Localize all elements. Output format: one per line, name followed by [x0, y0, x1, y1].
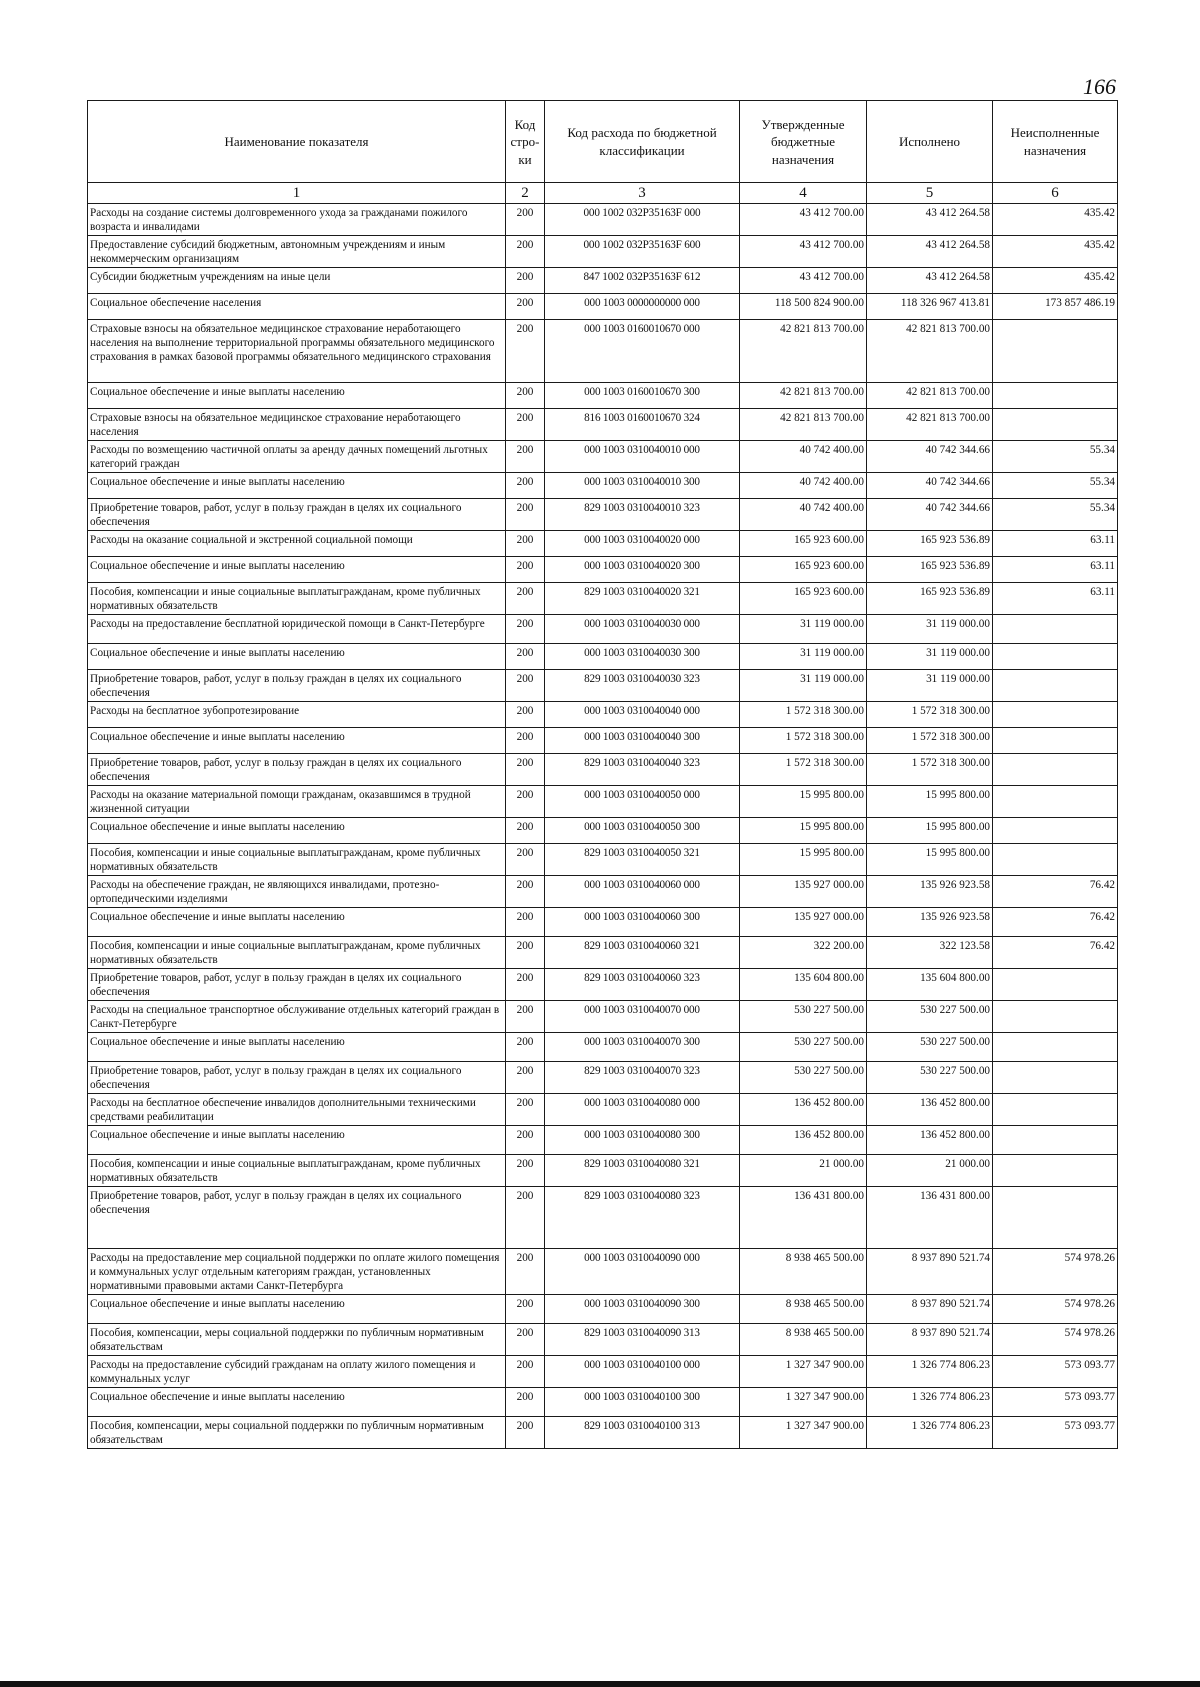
unexecuted-amount [993, 843, 1118, 875]
unexecuted-amount: 76.42 [993, 907, 1118, 936]
expense-code: 829 1003 0310040060 323 [545, 968, 740, 1000]
table-row [88, 472, 1118, 498]
expense-code: 000 1003 0310040040 300 [545, 727, 740, 753]
line-code: 200 [506, 408, 545, 440]
table-row [88, 1032, 1118, 1061]
approved-amount: 43 412 700.00 [740, 235, 867, 267]
expense-code: 000 1002 032P35163F 600 [545, 235, 740, 267]
line-code: 200 [506, 582, 545, 614]
executed-amount: 530 227 500.00 [867, 1032, 993, 1061]
line-code: 200 [506, 817, 545, 843]
line-code: 200 [506, 1416, 545, 1448]
indicator-name: Пособия, компенсации и иные социальные выплатыгражданам, кроме публичных нормативных обязательств [88, 582, 506, 614]
expense-code: 000 1003 0310040010 300 [545, 472, 740, 498]
executed-amount: 1 326 774 806.23 [867, 1387, 993, 1416]
unexecuted-amount: 76.42 [993, 936, 1118, 968]
indicator-name: Пособия, компенсации и иные социальные выплатыгражданам, кроме публичных нормативных обязательств [88, 936, 506, 968]
table-row [88, 1125, 1118, 1154]
unexecuted-amount: 55.34 [993, 498, 1118, 530]
approved-amount: 1 327 347 900.00 [740, 1387, 867, 1416]
table-row [88, 817, 1118, 843]
unexecuted-amount: 63.11 [993, 556, 1118, 582]
executed-amount: 15 995 800.00 [867, 817, 993, 843]
executed-amount: 165 923 536.89 [867, 556, 993, 582]
unexecuted-amount [993, 408, 1118, 440]
table-row [88, 1186, 1118, 1248]
approved-amount: 40 742 400.00 [740, 440, 867, 472]
indicator-name: Приобретение товаров, работ, услуг в пользу граждан в целях их социального обеспечения [88, 669, 506, 701]
expense-code: 000 1003 0310040020 300 [545, 556, 740, 582]
line-code: 200 [506, 1186, 545, 1248]
line-code: 200 [506, 753, 545, 785]
executed-amount: 136 452 800.00 [867, 1125, 993, 1154]
expense-code: 000 1003 0000000000 000 [545, 293, 740, 319]
indicator-name: Предоставление субсидий бюджетным, автономным учреждениям и иным некоммерческим организациям [88, 235, 506, 267]
indicator-name: Расходы на предоставление субсидий гражданам на оплату жилого помещения и коммунальных услуг [88, 1355, 506, 1387]
table-row [88, 1323, 1118, 1355]
indicator-name: Пособия, компенсации, меры социальной поддержки по публичным нормативным обязательствам [88, 1323, 506, 1355]
approved-amount: 21 000.00 [740, 1154, 867, 1186]
unexecuted-amount: 55.34 [993, 472, 1118, 498]
approved-amount: 165 923 600.00 [740, 530, 867, 556]
indicator-name: Расходы на предоставление мер социальной поддержки по оплате жилого помещения и коммунальных услуг отдельным категориям граждан, установленных нормативными правовыми актами Санкт-Петербурга [88, 1248, 506, 1294]
table-row [88, 530, 1118, 556]
line-code: 200 [506, 556, 545, 582]
table-row [88, 1355, 1118, 1387]
executed-amount: 40 742 344.66 [867, 472, 993, 498]
table-row [88, 1387, 1118, 1416]
indicator-name: Расходы на оказание социальной и экстренной социальной помощи [88, 530, 506, 556]
executed-amount: 31 119 000.00 [867, 643, 993, 669]
executed-amount: 42 821 813 700.00 [867, 408, 993, 440]
indicator-name: Социальное обеспечение и иные выплаты населению [88, 556, 506, 582]
column-number: 5 [867, 183, 993, 204]
executed-amount: 136 431 800.00 [867, 1186, 993, 1248]
unexecuted-amount: 63.11 [993, 582, 1118, 614]
table-row [88, 382, 1118, 408]
table-row [88, 1061, 1118, 1093]
table-row [88, 1000, 1118, 1032]
indicator-name: Социальное обеспечение и иные выплаты населению [88, 1387, 506, 1416]
table-row [88, 203, 1118, 235]
line-code: 200 [506, 1294, 545, 1323]
table-row [88, 408, 1118, 440]
line-code: 200 [506, 785, 545, 817]
approved-amount: 1 327 347 900.00 [740, 1355, 867, 1387]
table-row [88, 319, 1118, 382]
unexecuted-amount: 574 978.26 [993, 1323, 1118, 1355]
expense-code: 000 1003 0310040090 300 [545, 1294, 740, 1323]
line-code: 200 [506, 293, 545, 319]
approved-amount: 530 227 500.00 [740, 1000, 867, 1032]
executed-amount: 135 926 923.58 [867, 875, 993, 907]
approved-amount: 136 452 800.00 [740, 1125, 867, 1154]
unexecuted-amount [993, 1061, 1118, 1093]
table-row [88, 235, 1118, 267]
table-row [88, 1416, 1118, 1448]
line-code: 200 [506, 319, 545, 382]
line-code: 200 [506, 1000, 545, 1032]
indicator-name: Страховые взносы на обязательное медицинское страхование неработающего населения на выполнение территориальной программы обязательного медицинского страхования в рамках базовой программы обязательного медицинского страхования [88, 319, 506, 382]
executed-amount: 165 923 536.89 [867, 530, 993, 556]
approved-amount: 1 327 347 900.00 [740, 1416, 867, 1448]
column-number: 2 [506, 183, 545, 204]
approved-amount: 40 742 400.00 [740, 472, 867, 498]
table-row [88, 785, 1118, 817]
unexecuted-amount: 574 978.26 [993, 1248, 1118, 1294]
approved-amount: 1 572 318 300.00 [740, 753, 867, 785]
column-number: 6 [993, 183, 1118, 204]
expense-code: 000 1003 0310040100 000 [545, 1355, 740, 1387]
expense-code: 000 1003 0310040050 300 [545, 817, 740, 843]
executed-amount: 1 326 774 806.23 [867, 1416, 993, 1448]
approved-amount: 8 938 465 500.00 [740, 1294, 867, 1323]
line-code: 200 [506, 727, 545, 753]
unexecuted-amount [993, 701, 1118, 727]
table-row [88, 1154, 1118, 1186]
expense-code: 829 1003 0310040030 323 [545, 669, 740, 701]
indicator-name: Приобретение товаров, работ, услуг в пользу граждан в целях их социального обеспечения [88, 1061, 506, 1093]
table-row [88, 556, 1118, 582]
approved-amount: 43 412 700.00 [740, 267, 867, 293]
unexecuted-amount [993, 319, 1118, 382]
line-code: 200 [506, 1387, 545, 1416]
expense-code: 000 1003 0310040060 000 [545, 875, 740, 907]
approved-amount: 8 938 465 500.00 [740, 1323, 867, 1355]
line-code: 200 [506, 669, 545, 701]
line-code: 200 [506, 530, 545, 556]
unexecuted-amount [993, 1032, 1118, 1061]
executed-amount: 1 326 774 806.23 [867, 1355, 993, 1387]
indicator-name: Социальное обеспечение населения [88, 293, 506, 319]
approved-amount: 43 412 700.00 [740, 203, 867, 235]
executed-amount: 165 923 536.89 [867, 582, 993, 614]
header-approved: Утвержденные бюджетные назначения [740, 101, 867, 183]
executed-amount: 42 821 813 700.00 [867, 319, 993, 382]
line-code: 200 [506, 1154, 545, 1186]
line-code: 200 [506, 843, 545, 875]
indicator-name: Пособия, компенсации и иные социальные выплатыгражданам, кроме публичных нормативных обязательств [88, 1154, 506, 1186]
expense-code: 847 1002 032P35163F 612 [545, 267, 740, 293]
approved-amount: 322 200.00 [740, 936, 867, 968]
executed-amount: 530 227 500.00 [867, 1061, 993, 1093]
header-unexecuted: Неисполненные назначения [993, 101, 1118, 183]
approved-amount: 1 572 318 300.00 [740, 727, 867, 753]
unexecuted-amount [993, 643, 1118, 669]
unexecuted-amount [993, 727, 1118, 753]
unexecuted-amount [993, 1125, 1118, 1154]
line-code: 200 [506, 1093, 545, 1125]
expense-code: 829 1003 0310040040 323 [545, 753, 740, 785]
unexecuted-amount [993, 1186, 1118, 1248]
executed-amount: 530 227 500.00 [867, 1000, 993, 1032]
approved-amount: 15 995 800.00 [740, 843, 867, 875]
approved-amount: 530 227 500.00 [740, 1061, 867, 1093]
indicator-name: Пособия, компенсации и иные социальные выплатыгражданам, кроме публичных нормативных обязательств [88, 843, 506, 875]
column-number: 1 [88, 183, 506, 204]
unexecuted-amount [993, 817, 1118, 843]
indicator-name: Расходы на создание системы долговременного ухода за гражданами пожилого возраста и инвалидами [88, 203, 506, 235]
table-row [88, 267, 1118, 293]
approved-amount: 135 927 000.00 [740, 907, 867, 936]
executed-amount: 31 119 000.00 [867, 614, 993, 643]
unexecuted-amount [993, 669, 1118, 701]
executed-amount: 43 412 264.58 [867, 203, 993, 235]
indicator-name: Приобретение товаров, работ, услуг в пользу граждан в целях их социального обеспечения [88, 498, 506, 530]
table-row [88, 907, 1118, 936]
unexecuted-amount: 573 093.77 [993, 1387, 1118, 1416]
executed-amount: 43 412 264.58 [867, 235, 993, 267]
expense-code: 000 1003 0310040070 300 [545, 1032, 740, 1061]
header-indicator-name: Наименование показателя [88, 101, 506, 183]
indicator-name: Приобретение товаров, работ, услуг в пользу граждан в целях их социального обеспечения [88, 968, 506, 1000]
approved-amount: 42 821 813 700.00 [740, 319, 867, 382]
approved-amount: 31 119 000.00 [740, 643, 867, 669]
indicator-name: Социальное обеспечение и иные выплаты населению [88, 1125, 506, 1154]
unexecuted-amount: 55.34 [993, 440, 1118, 472]
expense-code: 829 1003 0310040020 321 [545, 582, 740, 614]
approved-amount: 31 119 000.00 [740, 669, 867, 701]
unexecuted-amount: 173 857 486.19 [993, 293, 1118, 319]
executed-amount: 21 000.00 [867, 1154, 993, 1186]
line-code: 200 [506, 907, 545, 936]
line-code: 200 [506, 235, 545, 267]
approved-amount: 135 604 800.00 [740, 968, 867, 1000]
line-code: 200 [506, 643, 545, 669]
unexecuted-amount: 573 093.77 [993, 1355, 1118, 1387]
line-code: 200 [506, 936, 545, 968]
line-code: 200 [506, 1248, 545, 1294]
expense-code: 000 1003 0310040040 000 [545, 701, 740, 727]
expense-code: 000 1003 0310040020 000 [545, 530, 740, 556]
expense-code: 000 1003 0310040080 000 [545, 1093, 740, 1125]
table-row [88, 293, 1118, 319]
line-code: 200 [506, 1323, 545, 1355]
indicator-name: Социальное обеспечение и иные выплаты населению [88, 907, 506, 936]
line-code: 200 [506, 1032, 545, 1061]
unexecuted-amount: 435.42 [993, 267, 1118, 293]
line-code: 200 [506, 203, 545, 235]
table-row [88, 498, 1118, 530]
indicator-name: Страховые взносы на обязательное медицинское страхование неработающего населения [88, 408, 506, 440]
executed-amount: 118 326 967 413.81 [867, 293, 993, 319]
approved-amount: 15 995 800.00 [740, 817, 867, 843]
expense-code: 000 1003 0310040010 000 [545, 440, 740, 472]
indicator-name: Расходы по возмещению частичной оплаты за аренду дачных помещений льготных категорий граждан [88, 440, 506, 472]
approved-amount: 118 500 824 900.00 [740, 293, 867, 319]
budget-execution-table [87, 100, 1118, 1449]
approved-amount: 40 742 400.00 [740, 498, 867, 530]
unexecuted-amount: 63.11 [993, 530, 1118, 556]
executed-amount: 15 995 800.00 [867, 785, 993, 817]
indicator-name: Расходы на специальное транспортное обслуживание отдельных категорий граждан в Санкт-Петербурге [88, 1000, 506, 1032]
table-row [88, 875, 1118, 907]
table-row [88, 1294, 1118, 1323]
expense-code: 829 1003 0310040050 321 [545, 843, 740, 875]
page-number: 166 [1083, 74, 1116, 99]
unexecuted-amount: 435.42 [993, 203, 1118, 235]
approved-amount: 8 938 465 500.00 [740, 1248, 867, 1294]
executed-amount: 322 123.58 [867, 936, 993, 968]
unexecuted-amount: 574 978.26 [993, 1294, 1118, 1323]
expense-code: 000 1003 0310040100 300 [545, 1387, 740, 1416]
executed-amount: 135 926 923.58 [867, 907, 993, 936]
executed-amount: 8 937 890 521.74 [867, 1323, 993, 1355]
approved-amount: 165 923 600.00 [740, 556, 867, 582]
indicator-name: Субсидии бюджетным учреждениям на иные цели [88, 267, 506, 293]
executed-amount: 8 937 890 521.74 [867, 1294, 993, 1323]
approved-amount: 42 821 813 700.00 [740, 382, 867, 408]
expense-code: 000 1003 0160010670 300 [545, 382, 740, 408]
table-row [88, 614, 1118, 643]
executed-amount: 31 119 000.00 [867, 669, 993, 701]
table-row [88, 669, 1118, 701]
scan-bottom-edge [0, 1681, 1200, 1687]
indicator-name: Приобретение товаров, работ, услуг в пользу граждан в целях их социального обеспечения [88, 1186, 506, 1248]
table-row [88, 936, 1118, 968]
line-code: 200 [506, 1125, 545, 1154]
indicator-name: Социальное обеспечение и иные выплаты населению [88, 472, 506, 498]
unexecuted-amount: 76.42 [993, 875, 1118, 907]
table-row [88, 1248, 1118, 1294]
unexecuted-amount [993, 614, 1118, 643]
column-number: 4 [740, 183, 867, 204]
expense-code: 829 1003 0310040060 321 [545, 936, 740, 968]
expense-code: 000 1003 0160010670 000 [545, 319, 740, 382]
executed-amount: 8 937 890 521.74 [867, 1248, 993, 1294]
table-row [88, 440, 1118, 472]
table-row [88, 582, 1118, 614]
column-number-row [88, 183, 1118, 204]
executed-amount: 40 742 344.66 [867, 498, 993, 530]
line-code: 200 [506, 472, 545, 498]
line-code: 200 [506, 968, 545, 1000]
table-row [88, 701, 1118, 727]
expense-code: 829 1003 0310040080 321 [545, 1154, 740, 1186]
table-row [88, 753, 1118, 785]
indicator-name: Социальное обеспечение и иные выплаты населению [88, 1032, 506, 1061]
line-code: 200 [506, 1355, 545, 1387]
header-line-code: Код стро-ки [506, 101, 545, 183]
unexecuted-amount: 573 093.77 [993, 1416, 1118, 1448]
unexecuted-amount [993, 785, 1118, 817]
approved-amount: 136 431 800.00 [740, 1186, 867, 1248]
executed-amount: 15 995 800.00 [867, 843, 993, 875]
unexecuted-amount: 435.42 [993, 235, 1118, 267]
executed-amount: 135 604 800.00 [867, 968, 993, 1000]
expense-code: 000 1003 0310040050 000 [545, 785, 740, 817]
executed-amount: 43 412 264.58 [867, 267, 993, 293]
approved-amount: 165 923 600.00 [740, 582, 867, 614]
indicator-name: Расходы на предоставление бесплатной юридической помощи в Санкт-Петербурге [88, 614, 506, 643]
header-expense-code: Код расхода по бюджетной классификации [545, 101, 740, 183]
expense-code: 829 1003 0310040080 323 [545, 1186, 740, 1248]
expense-code: 000 1003 0310040090 000 [545, 1248, 740, 1294]
line-code: 200 [506, 498, 545, 530]
expense-code: 000 1003 0310040080 300 [545, 1125, 740, 1154]
executed-amount: 42 821 813 700.00 [867, 382, 993, 408]
expense-code: 000 1003 0310040030 300 [545, 643, 740, 669]
executed-amount: 1 572 318 300.00 [867, 701, 993, 727]
indicator-name: Социальное обеспечение и иные выплаты населению [88, 643, 506, 669]
table-row [88, 727, 1118, 753]
approved-amount: 31 119 000.00 [740, 614, 867, 643]
line-code: 200 [506, 614, 545, 643]
line-code: 200 [506, 440, 545, 472]
executed-amount: 40 742 344.66 [867, 440, 993, 472]
expense-code: 829 1003 0310040090 313 [545, 1323, 740, 1355]
indicator-name: Приобретение товаров, работ, услуг в пользу граждан в целях их социального обеспечения [88, 753, 506, 785]
indicator-name: Расходы на оказание материальной помощи гражданам, оказавшимся в трудной жизненной ситуации [88, 785, 506, 817]
approved-amount: 1 572 318 300.00 [740, 701, 867, 727]
table-row [88, 843, 1118, 875]
expense-code: 000 1003 0310040070 000 [545, 1000, 740, 1032]
unexecuted-amount [993, 382, 1118, 408]
indicator-name: Социальное обеспечение и иные выплаты населению [88, 1294, 506, 1323]
executed-amount: 136 452 800.00 [867, 1093, 993, 1125]
expense-code: 829 1003 0310040070 323 [545, 1061, 740, 1093]
header-row [88, 101, 1118, 183]
column-number: 3 [545, 183, 740, 204]
line-code: 200 [506, 267, 545, 293]
indicator-name: Социальное обеспечение и иные выплаты населению [88, 817, 506, 843]
expense-code: 829 1003 0310040010 323 [545, 498, 740, 530]
executed-amount: 1 572 318 300.00 [867, 727, 993, 753]
unexecuted-amount [993, 753, 1118, 785]
header-executed: Исполнено [867, 101, 993, 183]
expense-code: 000 1002 032P35163F 000 [545, 203, 740, 235]
unexecuted-amount [993, 1000, 1118, 1032]
expense-code: 000 1003 0310040060 300 [545, 907, 740, 936]
approved-amount: 530 227 500.00 [740, 1032, 867, 1061]
approved-amount: 136 452 800.00 [740, 1093, 867, 1125]
line-code: 200 [506, 382, 545, 408]
indicator-name: Социальное обеспечение и иные выплаты населению [88, 382, 506, 408]
indicator-name: Расходы на бесплатное зубопротезирование [88, 701, 506, 727]
indicator-name: Расходы на обеспечение граждан, не являющихся инвалидами, протезно-ортопедическими изделиями [88, 875, 506, 907]
indicator-name: Социальное обеспечение и иные выплаты населению [88, 727, 506, 753]
unexecuted-amount [993, 1093, 1118, 1125]
indicator-name: Пособия, компенсации, меры социальной поддержки по публичным нормативным обязательствам [88, 1416, 506, 1448]
table-row [88, 1093, 1118, 1125]
indicator-name: Расходы на бесплатное обеспечение инвалидов дополнительными техническими средствами реабилитации [88, 1093, 506, 1125]
unexecuted-amount [993, 1154, 1118, 1186]
line-code: 200 [506, 701, 545, 727]
executed-amount: 1 572 318 300.00 [867, 753, 993, 785]
line-code: 200 [506, 1061, 545, 1093]
table-row [88, 968, 1118, 1000]
expense-code: 829 1003 0310040100 313 [545, 1416, 740, 1448]
expense-code: 816 1003 0160010670 324 [545, 408, 740, 440]
table-row [88, 643, 1118, 669]
expense-code: 000 1003 0310040030 000 [545, 614, 740, 643]
approved-amount: 135 927 000.00 [740, 875, 867, 907]
line-code: 200 [506, 875, 545, 907]
unexecuted-amount [993, 968, 1118, 1000]
approved-amount: 15 995 800.00 [740, 785, 867, 817]
approved-amount: 42 821 813 700.00 [740, 408, 867, 440]
